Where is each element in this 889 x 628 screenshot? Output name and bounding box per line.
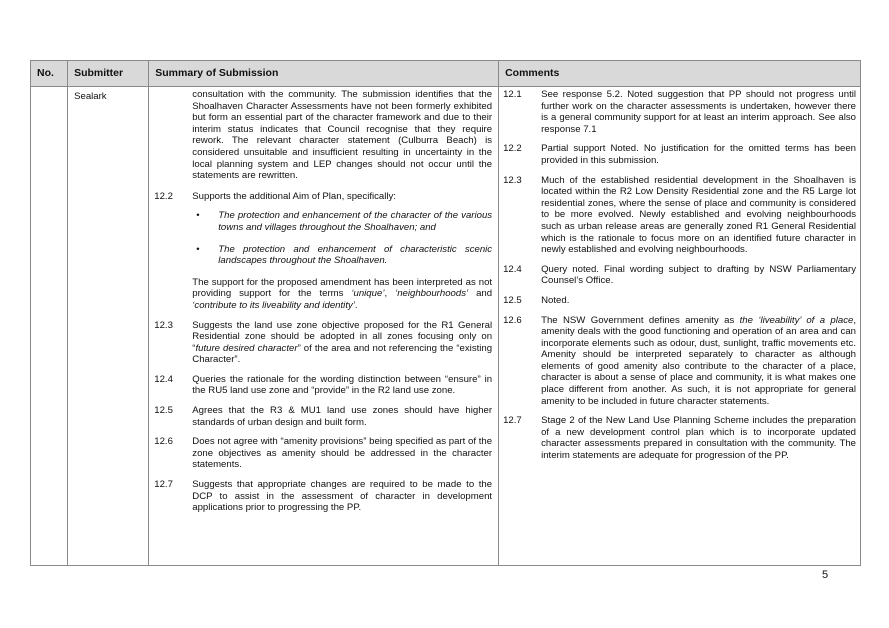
bullet-item: • The protection and enhancement of the character of the various towns and villages throughout the Shoalhaven; and [192, 210, 492, 233]
cell-submitter: Sealark [68, 87, 149, 566]
header-no: No. [31, 61, 68, 87]
comment-12-5: 12.5 Noted. [503, 294, 570, 306]
table-row [31, 87, 861, 566]
summary-item-12-4: 12.4 Queries the rationale for the wording distinction between “ensure” in the RU5 land use zone and “provide” in the R2 land use zone. [154, 373, 493, 397]
table-header-row [31, 61, 861, 87]
bullet-icon: • [196, 210, 200, 222]
summary-item-12-7: 12.7 Suggests that appropriate changes are required to be made to the DCP to assist in the assessment of character in development applications prior to progressing the PP. [154, 479, 493, 514]
header-submitter: Submitter [68, 61, 149, 87]
summary-item-12-3: 12.3 Suggests the land use zone objective proposed for the R1 General Residential zone should be adopted in all zones focusing only on “future desired character” of the area and not referencing the “existing Character”. [154, 319, 493, 366]
comment-12-4: 12.4 Query noted. Final wording subject to drafting by NSW Parliamentary Counsel’s Office. [503, 263, 856, 287]
summary-intro: consultation with the community. The submission identifies that the Shoalhaven Character Assessments have not been formerly exhibited but form an essential part of the character framework and due to their interim status indicates that Council recognise that they require rework. The relevant character statement (Culburra Beach) is considered unsuitable and insufficient resulting in uncertainty in the local planning system and LEP changes should not occur until the statements are rewritten. [192, 89, 493, 182]
comments-cell [499, 87, 861, 566]
header-summary: Summary of Submission [149, 61, 499, 87]
bullet-item: • The protection and enhancement of characteristic scenic landscapes throughout the Shoalhaven. [192, 244, 492, 267]
comment-12-1: 12.1 See response 5.2. Noted suggestion that PP should not progress until further work on the character assessments is undertaken, however there is a general community support for at least an interim approach. See also response 7.1 [503, 89, 856, 135]
comment-12-7: 12.7 Stage 2 of the New Land Use Planning Scheme includes the preparation of a new development control plan which is to incorporate updated character assessments prepared in consultation with the community. The interim statements are adequate for progression of the PP. [503, 415, 856, 462]
bullet-icon: • [196, 243, 200, 255]
summary-item-12-2: 12.2 Supports the additional Aim of Plan, specifically: [154, 190, 396, 202]
cell-no [31, 87, 68, 566]
comment-12-2: 12.2 Partial support Noted. No justification for the omitted terms has been provided in this submission. [503, 143, 856, 166]
submissions-table [30, 60, 861, 566]
summary-cell [149, 87, 499, 566]
header-comments: Comments [499, 61, 861, 87]
summary-item-12-6: 12.6 Does not agree with “amenity provisions” being specified as part of the zone objectives as amenity should be addressed in the character statements. [154, 436, 493, 471]
summary-12-2-continuation: The support for the proposed amendment has been interpreted as not providing support for the terms ‘unique’, ‘neighbourhoods’ and ‘contribute to its liveability and identity’. [192, 276, 493, 311]
comment-12-3: 12.3 Much of the established residential development in the Shoalhaven is located within the R2 Low Density Residential zone and the R5 Large lot residential zones, where the sense of place and community is considered to be more evolved. Newly established and evolving neighbourhoods such as urban release areas are generally zoned R1 General Residential which is the rationale to focus more on an identified future character in newly established and evolving neighbourhoods. [503, 174, 856, 256]
summary-item-12-5: 12.5 Agrees that the R3 & MU1 land use zones should have higher standards of urban design and built form. [154, 405, 493, 428]
comment-12-6: 12.6 The NSW Government defines amenity as the ‘liveability’ of a place, amenity deals with the good functioning and operation of an area and can incorporate elements such as odour, dust, sunlight, traffic movements etc. Amenity should be interpreted separately to character as although elements of good amenity also contribute to the character of a place, character is about a sense of place and community, it is what makes one place different from another. As such, it is not appropriate for general amenity to be included in future character statements. [503, 314, 856, 407]
page-number: 5 [822, 569, 829, 581]
